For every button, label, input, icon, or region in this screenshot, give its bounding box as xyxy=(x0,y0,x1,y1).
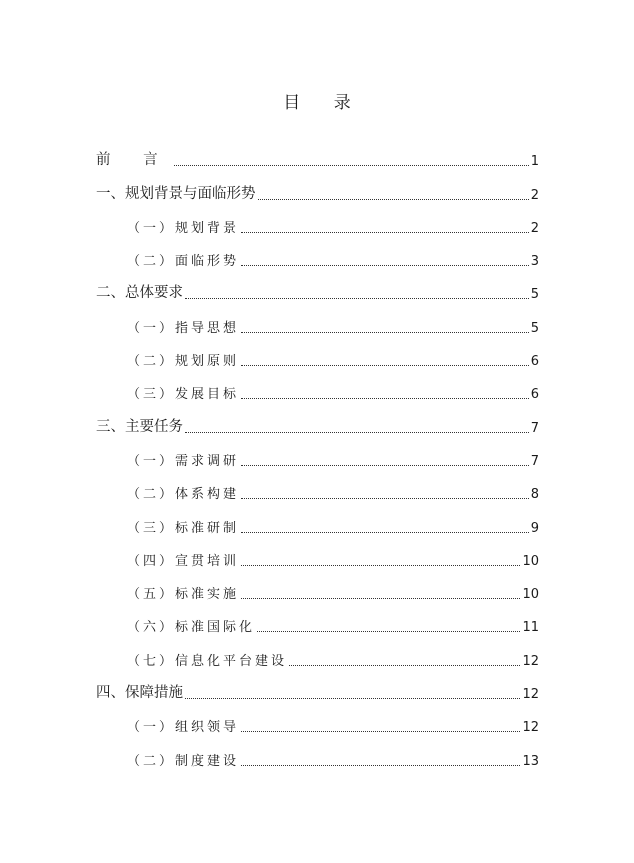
toc-entry-label: （二）面临形势 xyxy=(127,254,240,270)
dot-leader xyxy=(241,465,529,466)
toc-entry-page-number: 2 xyxy=(530,187,539,203)
dot-leader xyxy=(241,498,529,499)
dot-leader xyxy=(289,665,520,666)
dot-leader xyxy=(241,398,529,399)
toc-entry[interactable] xyxy=(96,443,539,476)
dot-leader xyxy=(258,199,529,200)
dot-leader xyxy=(185,432,529,433)
toc-entry-page-number: 7 xyxy=(530,420,539,436)
dot-leader xyxy=(241,765,520,766)
toc-entry[interactable] xyxy=(96,176,539,209)
toc-entry[interactable] xyxy=(96,343,539,376)
toc-entry[interactable] xyxy=(96,143,539,176)
toc-entry[interactable] xyxy=(96,543,539,576)
toc-entry-page-number: 6 xyxy=(530,354,539,370)
toc-entry[interactable] xyxy=(96,642,539,675)
dot-leader xyxy=(241,365,529,366)
dot-leader xyxy=(241,332,529,333)
toc-entry-label: 二、总体要求 xyxy=(96,285,183,302)
toc-entry-page-number: 12 xyxy=(522,687,539,703)
toc-entry-page-number: 12 xyxy=(522,720,539,736)
toc-entry[interactable] xyxy=(96,309,539,342)
toc-entry-page-number: 5 xyxy=(530,287,539,303)
toc-entry-label: （五）标准实施 xyxy=(127,587,240,603)
dot-leader xyxy=(174,165,529,166)
toc-entry[interactable] xyxy=(96,476,539,509)
toc-entry-label: 一、规划背景与面临形势 xyxy=(96,185,256,202)
toc-entry-label: 前 言 xyxy=(96,152,172,169)
dot-leader xyxy=(241,532,529,533)
toc-entry-label: 三、主要任务 xyxy=(96,418,183,435)
dot-leader xyxy=(241,265,529,266)
dot-leader xyxy=(241,598,520,599)
toc-title: 目 录 xyxy=(283,93,365,113)
toc-entry-page-number: 6 xyxy=(530,387,539,403)
toc-entry-label: （三）标准研制 xyxy=(127,520,240,536)
toc-entry-page-number: 8 xyxy=(530,487,539,503)
dot-leader xyxy=(241,232,529,233)
toc-entry[interactable] xyxy=(96,609,539,642)
toc-entry-page-number: 13 xyxy=(522,753,539,769)
toc-entry-label: （四）宣贯培训 xyxy=(127,553,240,569)
dot-leader xyxy=(185,298,529,299)
toc-entry-label: （二）体系构建 xyxy=(127,487,240,503)
table-of-contents xyxy=(96,143,539,776)
toc-entry-label: （一）组织领导 xyxy=(127,720,240,736)
toc-entry[interactable] xyxy=(96,742,539,775)
toc-entry-label: （七）信息化平台建设 xyxy=(127,653,288,669)
toc-entry[interactable] xyxy=(96,210,539,243)
toc-entry-page-number: 5 xyxy=(530,320,539,336)
toc-entry-page-number: 3 xyxy=(530,254,539,270)
toc-entry[interactable] xyxy=(96,376,539,409)
dot-leader xyxy=(241,565,520,566)
toc-entry-page-number: 12 xyxy=(522,653,539,669)
toc-entry[interactable] xyxy=(96,509,539,542)
toc-entry-label: （一）规划背景 xyxy=(127,220,240,236)
toc-entry-label: （三）发展目标 xyxy=(127,387,240,403)
toc-entry-page-number: 7 xyxy=(530,453,539,469)
toc-entry[interactable] xyxy=(96,709,539,742)
toc-entry-page-number: 10 xyxy=(522,553,539,569)
toc-entry-label: （二）规划原则 xyxy=(127,354,240,370)
toc-entry-label: （二）制度建设 xyxy=(127,753,240,769)
toc-entry-label: （六）标准国际化 xyxy=(127,620,256,636)
toc-entry-label: 四、保障措施 xyxy=(96,685,183,702)
toc-entry-page-number: 10 xyxy=(522,587,539,603)
toc-entry-page-number: 2 xyxy=(530,220,539,236)
toc-entry[interactable] xyxy=(96,243,539,276)
dot-leader xyxy=(241,731,520,732)
dot-leader xyxy=(257,631,520,632)
toc-entry[interactable] xyxy=(96,276,539,309)
toc-entry-page-number: 11 xyxy=(522,620,539,636)
toc-entry-label: （一）需求调研 xyxy=(127,453,240,469)
dot-leader xyxy=(185,698,520,699)
toc-entry[interactable] xyxy=(96,409,539,442)
toc-entry[interactable] xyxy=(96,576,539,609)
toc-entry-label: （一）指导思想 xyxy=(127,320,240,336)
toc-entry-page-number: 9 xyxy=(530,520,539,536)
toc-entry[interactable] xyxy=(96,676,539,709)
toc-entry-page-number: 1 xyxy=(530,154,539,170)
